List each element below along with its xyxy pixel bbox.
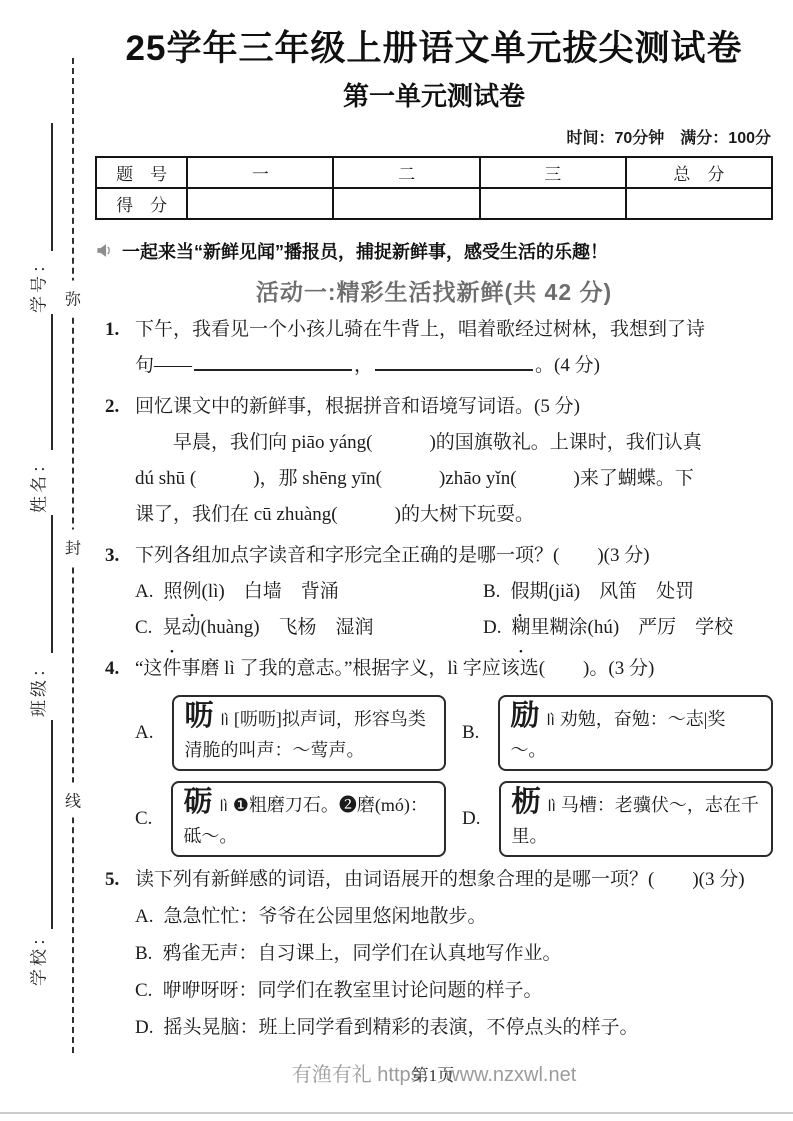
question-number: 1. xyxy=(105,318,120,340)
class-label: 班级： xyxy=(29,657,49,717)
question-number: 4. xyxy=(105,657,120,679)
question-3 xyxy=(95,538,773,646)
entry-headword: 呖 xyxy=(184,699,214,732)
option-text: 急急忙忙：爷爷在公园里悠闲地散步。 xyxy=(163,905,487,927)
option-b xyxy=(135,935,773,972)
page-title: 25学年三年级上册语文单元拔尖测试卷 xyxy=(125,29,743,68)
option-label: C. xyxy=(135,807,153,829)
option-label: B. xyxy=(462,721,480,743)
paper-content xyxy=(95,26,773,1087)
question-1-line2 xyxy=(135,348,773,384)
option-d xyxy=(483,610,773,646)
score-table-score-row xyxy=(96,188,772,219)
question-1 xyxy=(95,312,773,384)
option-b xyxy=(462,695,773,771)
dictionary-entry-box xyxy=(499,781,773,857)
watermark-right: www.nzxwl.net xyxy=(445,1063,577,1086)
question-number: 2. xyxy=(105,395,120,417)
question-2-paragraph-line: 课了，我们在 cū zhuàng( )的大树下玩耍。 xyxy=(135,503,534,525)
option-a xyxy=(135,898,773,935)
score-row-label: 得 分 xyxy=(96,188,187,219)
question-2 xyxy=(95,389,773,533)
dotted-char: 假 xyxy=(510,580,530,602)
entry-pinyin: lì xyxy=(547,796,556,815)
megaphone-icon xyxy=(95,241,114,260)
answer-blank xyxy=(194,350,352,371)
page-footer xyxy=(95,1058,773,1087)
watermark-left: 有渔有礼 https xyxy=(291,1063,421,1086)
question-1-pre: 句—— xyxy=(135,354,193,376)
entry-pinyin: lì xyxy=(546,710,555,729)
seal-solid-line-segment xyxy=(51,123,53,251)
score-table-header-cell: 三 xyxy=(480,157,626,188)
dotted-char: 糊 xyxy=(511,616,531,638)
option-label: D. xyxy=(483,616,502,638)
entry-headword: 枥 xyxy=(511,785,541,818)
score-table-header-row xyxy=(96,157,772,188)
dictionary-entry-box xyxy=(172,695,446,771)
option-text: 照 xyxy=(163,580,183,602)
option-label: A. xyxy=(135,721,154,743)
option-a xyxy=(135,695,446,771)
question-3-options xyxy=(135,574,773,646)
entry-definition: [呖呖]拟声词，形容鸟类清脆的叫声：～莺声。 xyxy=(184,708,426,760)
intro-line xyxy=(95,238,773,264)
option-d xyxy=(462,781,773,857)
option-label: D. xyxy=(462,807,481,829)
question-4-stem: “这件事磨 lì 了我的意志。”根据字义，lì 字应该选( )。(3 分) xyxy=(135,657,655,679)
option-text: 里糊涂(hú) 严厉 学校 xyxy=(530,616,734,638)
question-2-stem: 回忆课文中的新鲜事，根据拼音和语境写词语。(5 分) xyxy=(135,395,580,417)
question-5 xyxy=(95,862,773,1046)
option-text: 摇头晃脑：班上同学看到精彩的表演，不停点头的样子。 xyxy=(163,1016,639,1038)
option-text: 鸦雀无声：自习课上，同学们在认真地写作业。 xyxy=(162,942,562,964)
intro-text: 一起来当“新鲜见闻”播报员，捕捉新鲜事，感受生活的乐趣！ xyxy=(122,241,608,262)
question-1-end: 。(4 分) xyxy=(535,354,600,376)
question-1-comma: ， xyxy=(354,354,374,376)
score-table-header-cell: 二 xyxy=(333,157,479,188)
option-label: A. xyxy=(135,905,154,927)
entry-definition: ❶粗磨刀石。❷磨(mó)：砥～。 xyxy=(183,794,428,846)
option-text: (lì) 白墙 背涌 xyxy=(201,580,339,602)
seal-solid-line-segment xyxy=(51,515,53,653)
seal-solid-line-segment xyxy=(51,720,53,929)
question-1-line1: 下午，我看见一个小孩儿骑在牛背上，唱着歌经过树林，我想到了诗 xyxy=(135,318,706,340)
seal-char-xian: 线 xyxy=(64,783,82,818)
question-4 xyxy=(95,651,773,857)
page-bottom-edge xyxy=(0,1112,793,1114)
school-label: 学校： xyxy=(29,926,49,986)
option-c xyxy=(135,972,773,1009)
question-number: 5. xyxy=(105,868,120,890)
entry-pinyin: lì xyxy=(219,796,228,815)
seal-char-feng: 封 xyxy=(64,530,82,565)
dictionary-entry-box xyxy=(171,781,446,857)
entry-definition: 劝勉，奋勉：～志|奖～。 xyxy=(510,708,726,760)
option-text: 期(jiǎ) 风笛 处罚 xyxy=(529,580,695,602)
score-cell-blank xyxy=(187,188,333,219)
student-name-label: 姓名： xyxy=(29,453,49,513)
question-4-options xyxy=(135,695,773,857)
dotted-char: 晃 xyxy=(162,616,182,638)
question-3-stem: 下列各组加点字读音和字形完全正确的是哪一项？( )(3 分) xyxy=(135,544,650,566)
option-b xyxy=(483,574,773,610)
option-label: B. xyxy=(483,580,501,602)
question-2-paragraph-line: dú shū ( )，那 shēng yīn( )zhāo yǐn( )来了蝴蝶。下 xyxy=(135,467,694,489)
option-a xyxy=(135,574,483,610)
score-table-header-cell: 题 号 xyxy=(96,157,187,188)
dictionary-entry-box xyxy=(498,695,773,771)
score-table xyxy=(95,156,773,220)
score-cell-blank xyxy=(333,188,479,219)
question-number: 3. xyxy=(105,544,120,566)
student-id-label: 学号： xyxy=(29,253,49,313)
score-cell-blank xyxy=(480,188,626,219)
section-title: 活动一:精彩生活找新鲜(共 42 分) xyxy=(255,278,613,305)
seal-solid-line-segment xyxy=(51,314,53,450)
exam-time-score-info: 时间：70分钟 满分：100分 xyxy=(566,129,771,147)
option-c xyxy=(135,781,446,857)
score-table-header-cell: 总 分 xyxy=(626,157,772,188)
entry-headword: 砺 xyxy=(183,785,213,818)
option-label: D. xyxy=(135,1016,154,1038)
option-d xyxy=(135,1009,773,1046)
entry-definition: 马槽：老骥伏～，志在千里。 xyxy=(511,794,759,846)
option-text: 动(huàng) 飞杨 湿润 xyxy=(181,616,374,638)
option-label: C. xyxy=(135,616,153,638)
question-2-paragraph-line: 早晨，我们向 piāo yáng( )的国旗敬礼。上课时，我们认真 xyxy=(173,431,702,453)
question-5-stem: 读下列有新鲜感的词语，由词语展开的想象合理的是哪一项？( )(3 分) xyxy=(135,868,745,890)
dotted-char: 例 xyxy=(182,580,202,602)
seal-char-mi: 弥 xyxy=(64,281,82,316)
entry-headword: 励 xyxy=(510,699,540,732)
answer-blank xyxy=(375,350,533,371)
option-label: C. xyxy=(135,979,153,1001)
option-label: B. xyxy=(135,942,153,964)
page-number: 第1页 xyxy=(411,1065,455,1085)
entry-pinyin: lì xyxy=(220,710,229,729)
page-subtitle: 第一单元测试卷 xyxy=(342,80,525,111)
option-text: 咿咿呀呀：同学们在教室里讨论问题的样子。 xyxy=(162,979,543,1001)
score-table-header-cell: 一 xyxy=(187,157,333,188)
option-label: A. xyxy=(135,580,154,602)
option-c xyxy=(135,610,483,646)
score-cell-blank xyxy=(626,188,772,219)
